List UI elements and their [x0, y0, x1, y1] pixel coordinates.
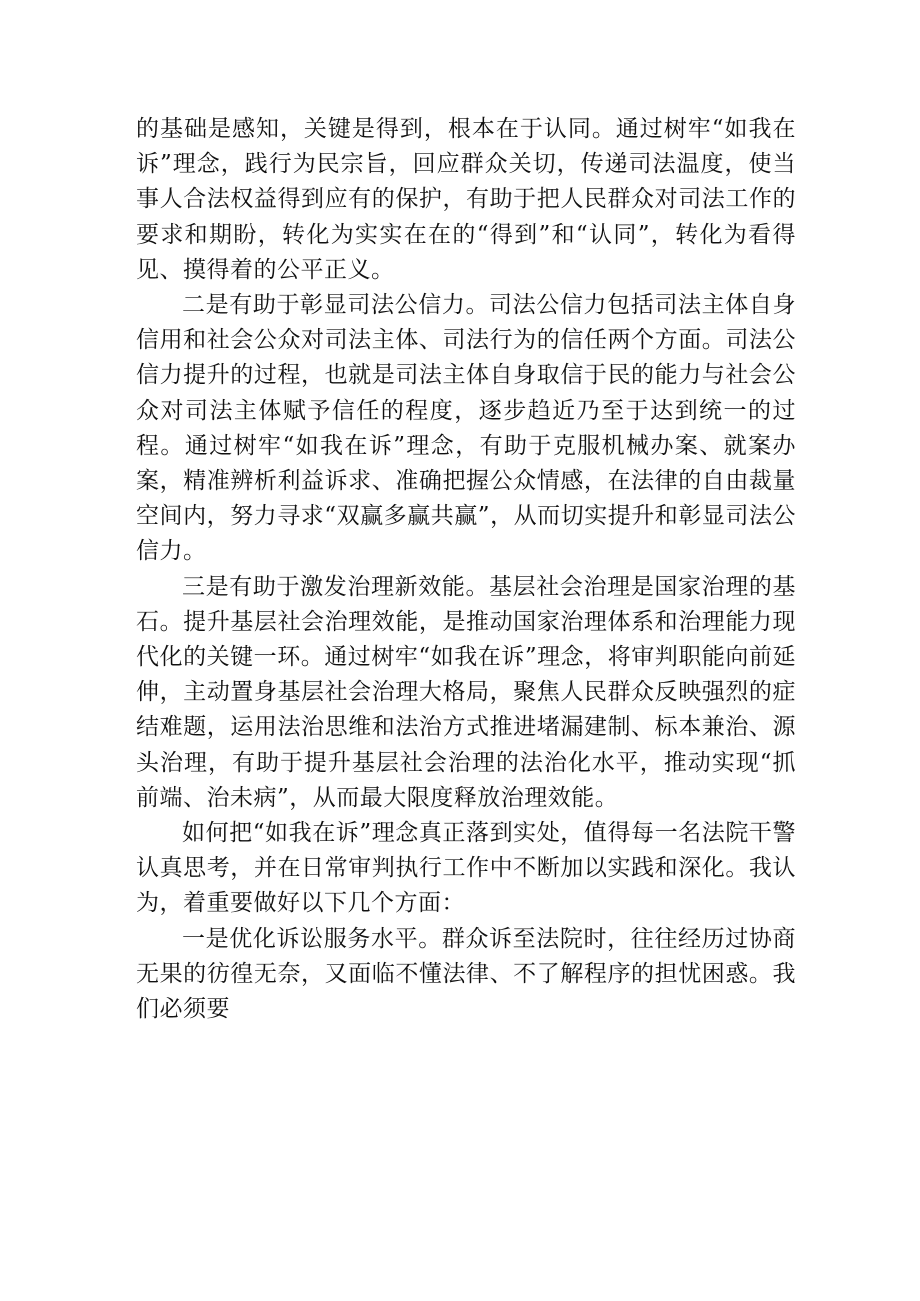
paragraph-governance-efficiency: 三是有助于激发治理新效能。基层社会治理是国家治理的基石。提升基层社会治理效能，是推动国家治理体系和治理能力现代化的关键一环。通过树牢“如我在诉”理念，将审判职能向前延伸，主动置身基层社会治理大格局，聚焦人民群众反映强烈的症结难题，运用法治思维和法治方式推进堵漏建制、标本兼治、源头治理，有助于提升基层社会治理的法治化水平，推动实现“抓前端、治未病”，从而最大限度释放治理效能。: [136, 573, 796, 811]
paragraph-implementation: 如何把“如我在诉”理念真正落到实处，值得每一名法院干警认真思考，并在日常审判执行工作中不断加以实践和深化。我认为，着重要做好以下几个方面：: [136, 820, 796, 917]
paragraph-judicial-credibility: 二是有助于彰显司法公信力。司法公信力包括司法主体自身信用和社会公众对司法主体、司法行为的信任两个方面。司法公信力提升的过程，也就是司法主体自身取信于民的能力与社会公众对司法主体赋予信任的程度，逐步趋近乃至于达到统一的过程。通过树牢“如我在诉”理念，有助于克服机械办案、就案办案，精准辨析利益诉求、准确把握公众情感，在法律的自由裁量空间内，努力寻求“双赢多赢共赢”，从而切实提升和彰显司法公信力。: [136, 292, 796, 565]
document-body: [136, 112, 796, 1027]
paragraph-continuation: 的基础是感知，关键是得到，根本在于认同。通过树牢“如我在诉”理念，践行为民宗旨，回应群众关切，传递司法温度，使当事人合法权益得到应有的保护，有助于把人民群众对司法工作的要求和期盼，转化为实实在在的“得到”和“认同”，转化为看得见、摸得着的公平正义。: [136, 116, 796, 283]
paragraph-litigation-service: 一是优化诉讼服务水平。群众诉至法院时，往往经历过协商无果的彷徨无奈，又面临不懂法律、不了解程序的担忧困惑。我们必须要: [136, 925, 796, 1023]
